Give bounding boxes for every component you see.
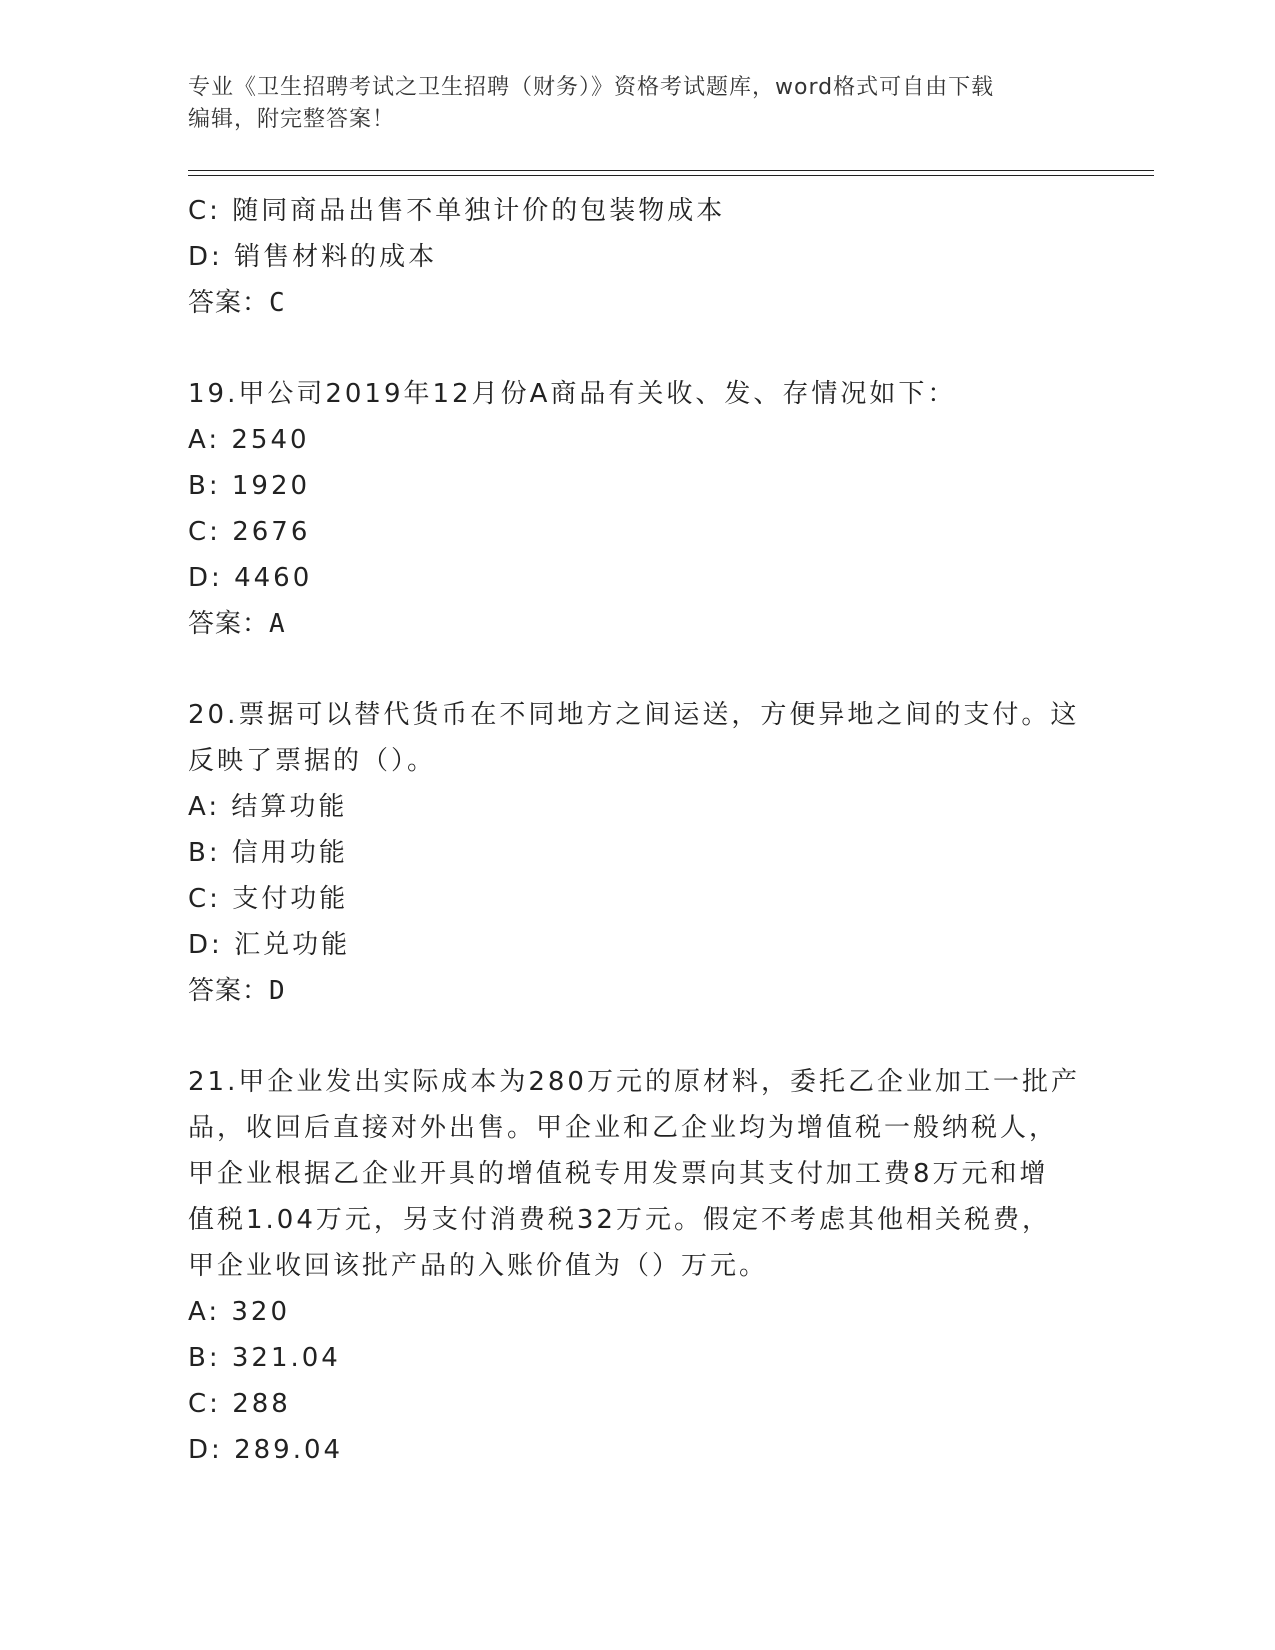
question-stem: 值税1.04万元，另支付消费税32万元。假定不考虑其他相关税费，	[188, 1205, 1051, 1235]
question-stem: 甲企业根据乙企业开具的增值税专用发票向其支付加工费8万元和增	[188, 1159, 1049, 1189]
option-a: A: 2540	[188, 425, 310, 455]
option-text: 汇兑功能	[234, 930, 351, 960]
option-c: C: 2676	[188, 517, 311, 547]
option-label: C	[188, 517, 210, 547]
option-label: C	[188, 196, 210, 226]
option-label: C	[188, 884, 210, 914]
option-b: B: 1920	[188, 471, 311, 501]
option-a: A: 320	[188, 1297, 291, 1327]
option-text: 321.04	[231, 1343, 341, 1373]
option-text: 支付功能	[232, 884, 349, 914]
option-label: A	[188, 1297, 209, 1327]
header-line-1: 专业《卫生招聘考试之卫生招聘（财务）》资格考试题库，word格式可自由下载	[188, 75, 995, 100]
question-stem: 21.甲企业发出实际成本为280万元的原材料，委托乙企业加工一批产	[188, 1067, 1080, 1097]
question-list	[188, 188, 1088, 1473]
option-label: D	[188, 563, 212, 593]
option-label: C	[188, 1389, 210, 1419]
option-text: 2540	[231, 425, 310, 455]
option-text: 结算功能	[231, 792, 348, 822]
question-20	[188, 692, 1088, 1014]
question-stem: 20.票据可以替代货币在不同地方之间运送，方便异地之间的支付。这	[188, 700, 1080, 730]
answer: 答案：C	[188, 288, 286, 318]
option-c: C: 288	[188, 1389, 291, 1419]
question-stem: 反映了票据的（）。	[188, 746, 437, 776]
option-b: B: 321.04	[188, 1343, 341, 1373]
option-label: B	[188, 838, 209, 868]
option-text: 销售材料的成本	[234, 242, 438, 272]
question-21	[188, 1059, 1088, 1473]
option-label: D	[188, 242, 212, 272]
option-text: 289.04	[234, 1435, 344, 1465]
option-d: D: 销售材料的成本	[188, 242, 438, 272]
option-d: D: 4460	[188, 563, 313, 593]
prev-question	[188, 188, 1088, 326]
option-label: A	[188, 792, 209, 822]
option-label: A	[188, 425, 209, 455]
option-text: 2676	[232, 517, 311, 547]
option-a: A: 结算功能	[188, 792, 348, 822]
answer: 答案：D	[188, 976, 286, 1006]
header-divider-bottom	[188, 175, 1154, 176]
option-b: B: 信用功能	[188, 838, 348, 868]
option-label: D	[188, 1435, 212, 1465]
question-19	[188, 371, 1088, 647]
option-text: 4460	[234, 563, 313, 593]
option-c: C: 随同商品出售不单独计价的包装物成本	[188, 196, 726, 226]
option-text: 288	[232, 1389, 291, 1419]
header-divider-top	[188, 170, 1154, 171]
option-d: D: 289.04	[188, 1435, 344, 1465]
option-label: B	[188, 1343, 209, 1373]
question-stem: 品，收回后直接对外出售。甲企业和乙企业均为增值税一般纳税人，	[188, 1113, 1059, 1143]
option-label: B	[188, 471, 209, 501]
question-stem: 甲企业收回该批产品的入账价值为（）万元。	[188, 1251, 769, 1281]
option-text: 1920	[231, 471, 311, 501]
option-text: 随同商品出售不单独计价的包装物成本	[232, 196, 726, 226]
document-header	[188, 72, 1088, 136]
option-d: D: 汇兑功能	[188, 930, 351, 960]
option-text: 信用功能	[231, 838, 348, 868]
option-c: C: 支付功能	[188, 884, 349, 914]
answer: 答案：A	[188, 609, 286, 639]
header-line-2: 编辑，附完整答案！	[188, 107, 396, 132]
option-label: D	[188, 930, 212, 960]
option-text: 320	[231, 1297, 291, 1327]
question-stem: 19.甲公司2019年12月份A商品有关收、发、存情况如下：	[188, 379, 957, 409]
